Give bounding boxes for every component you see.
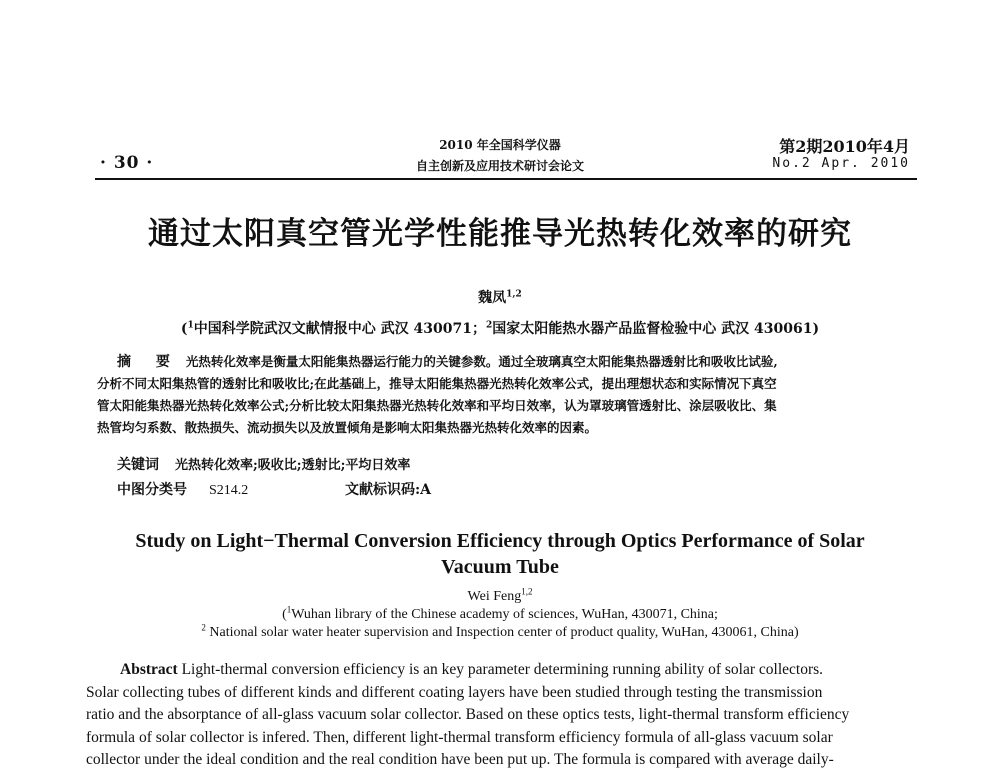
classification-number [117,479,248,499]
abstract-cn-line-2: 分析不同太阳集热管的透射比和吸收比;在此基础上，推导太阳能集热器光热转化效率公式，提出理想状态和实际情况下真空 [97,376,777,391]
paper-title-cn: 通过太阳真空管光学性能推导光热转化效率的研究 [148,216,852,252]
header-rule [95,178,917,180]
abstract-cn-text-1: 光热转化效率是衡量太阳能集热器运行能力的关键参数。通过全玻璃真空太阳能集热器透射比和吸收比试验, [185,354,778,369]
abstract-cn [97,351,917,439]
abstract-en-line-4: formula of solar collector is infered. Then, different light-thermal transform efficiency formula of all-glass vacuum solar [86,728,833,746]
affiliation-en-1 [0,604,1000,623]
paper-title-en [90,528,910,580]
author-cn [0,287,1000,307]
classification-value: S214.2 [209,483,249,498]
affiliation-cn [0,318,1000,338]
conference-title-line2: 自主创新及应用技术研讨会论文 [415,159,584,173]
affiliation-en-text-1: Wuhan library of the Chinese academy of sciences, WuHan, 430071, China; [291,607,718,622]
abstract-cn-label: 摘 要 [117,354,180,370]
abstract-en-line-5: collector under the ideal condition and the real condition have been put up. The formula is compared with average daily- [86,751,834,768]
abstract-en-line-1 [86,659,916,682]
abstract-en-text-1: Light-thermal conversion efficiency is an key parameter determining running ability of solar collectors. [181,661,824,678]
issue-info-en: No.2 Apr. 2010 [772,156,910,171]
affiliation-en-text-2: National solar water heater supervision and Inspection center of product quality, WuHan, 430061, China) [209,625,799,640]
abstract-cn-line-1 [97,351,917,373]
affiliation-en-sup-1: 1 [286,604,292,615]
issue-info-cn: 第2期2010年4月 [779,137,910,156]
keywords-cn-value: 光热转化效率;吸收比;透射比;平均日效率 [175,458,411,473]
author-sup-en: 1,2 [521,586,533,597]
conference-title-line1: 2010 年全国科学仪器 [439,138,561,152]
author-name-cn: 魏凤 [478,290,507,306]
affiliation-en-sup-2: 2 [201,622,206,633]
keywords-cn-label: 关键词 [117,457,159,473]
classification-label: 中图分类号 [117,482,187,498]
keywords-cn [117,454,410,474]
abstract-cn-line-3: 管太阳能集热器光热转化效率公式;分析比较太阳集热器光热转化效率和平均日效率，认为罩玻璃管透射比、涂层吸收比、集 [97,398,777,413]
paper-title-en-line-2: Vacuum Tube [441,556,559,578]
affiliation-open-paren: ( [180,321,188,337]
abstract-en-line-2: Solar collecting tubes of different kinds and different coating layers have been studied through testing the transmission [86,683,823,701]
abstract-en-label: Abstract [120,661,178,678]
author-en [0,586,1000,605]
affiliation-2-cn: 国家太阳能热水器产品监督检验中心 武汉 430061) [492,321,820,337]
affiliation-1-cn: 中国科学院武汉文献情报中心 武汉 430071； [193,321,486,337]
document-code-value: A [420,482,432,498]
abstract-en [86,659,916,772]
document-code [345,479,431,499]
abstract-cn-line-4: 热管均匀系数、散热损失、流动损失以及放置倾角是影响太阳集热器光热转化效率的因素。 [97,420,598,435]
author-sup-cn: 1,2 [506,289,522,300]
affiliation-en-open-paren: ( [282,607,287,622]
author-name-en: Wei Feng [467,589,522,604]
abstract-en-line-3: ratio and the absorptance of all-glass vacuum solar collector. Based on these optics tests, light-thermal transform efficiency [86,706,850,723]
page-number: · 30 · [100,153,154,173]
affiliation-sup-1: 1 [187,320,194,331]
affiliation-en-2 [0,622,1000,641]
paper-title-en-line-1: Study on Light−Thermal Conversion Efficiency through Optics Performance of Solar [135,530,865,552]
affiliation-sup-2: 2 [486,320,493,331]
document-code-label: 文献标识码: [345,482,421,498]
